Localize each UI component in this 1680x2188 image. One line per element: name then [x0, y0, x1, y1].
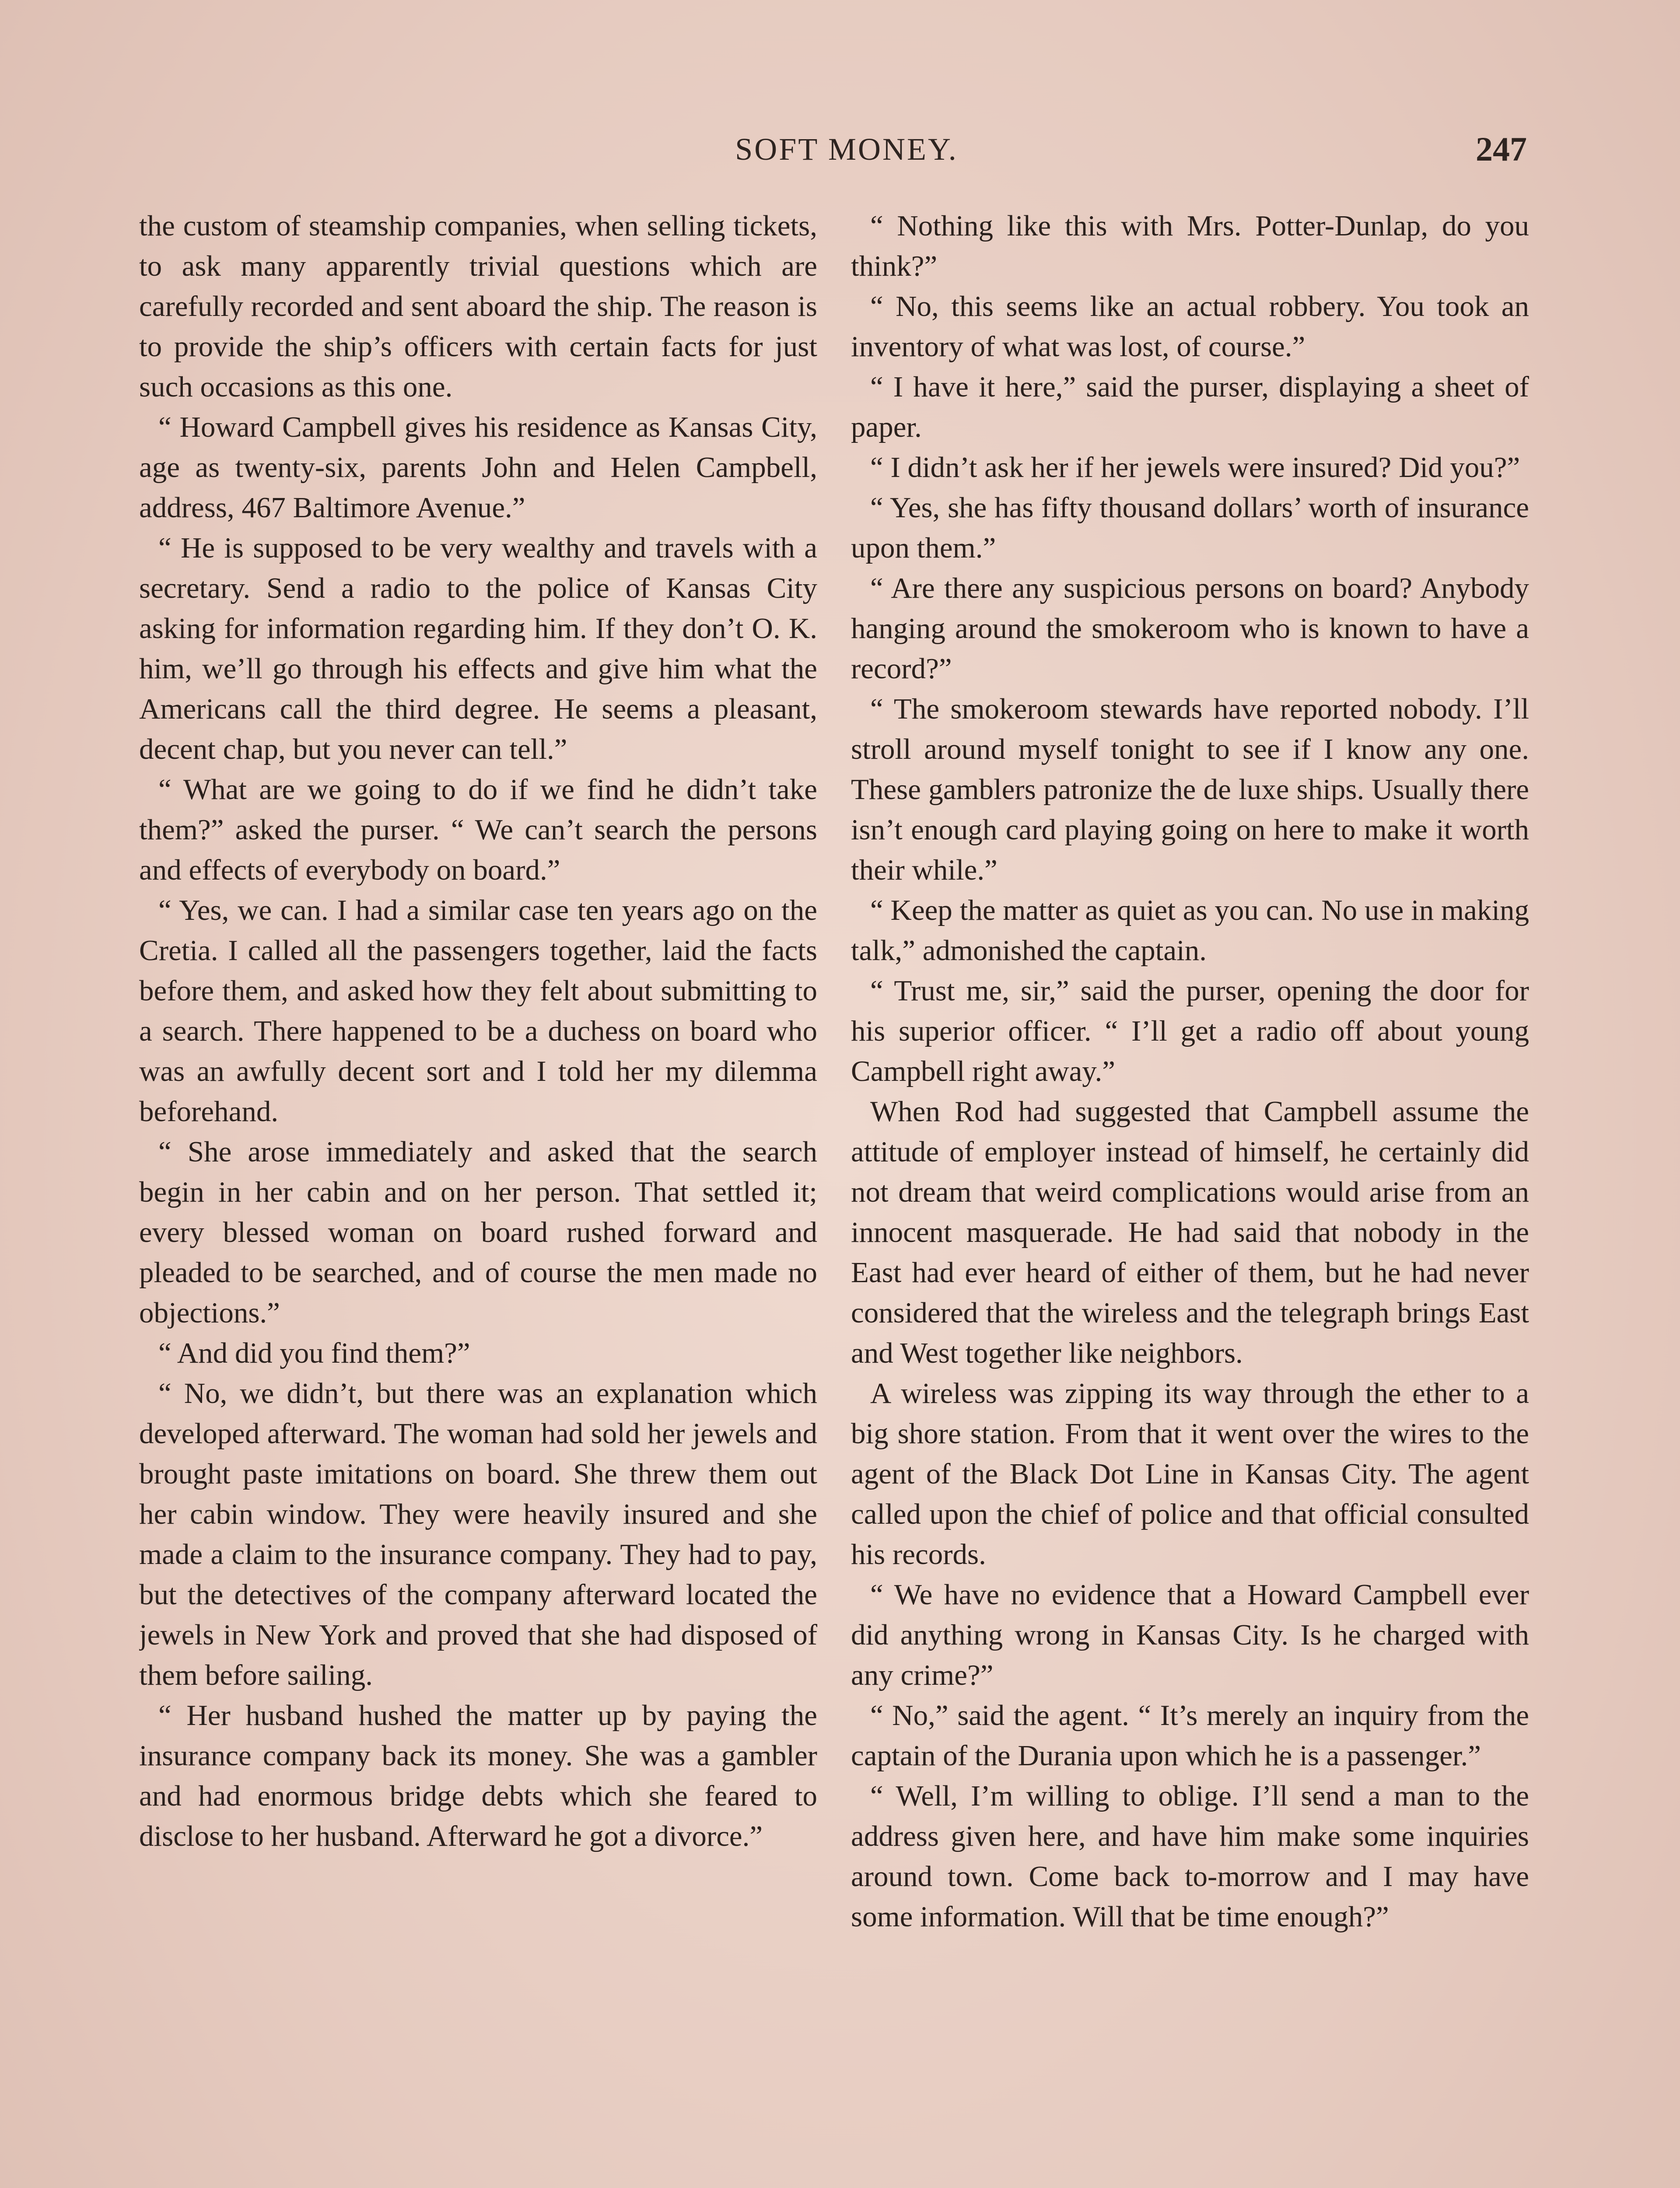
paragraph: “ She arose immediately and asked that the search begin in her cabin and on her person. That settled it; every blessed woman on board rushed forward and pleaded to be searched, and of course the men made no objections.”	[139, 1136, 817, 1329]
paragraph: “ Keep the matter as quiet as you can. No use in making talk,” admonished the captain.	[851, 894, 1529, 967]
paragraph: “ I have it here,” said the purser, displaying a sheet of paper.	[851, 371, 1529, 443]
paragraph: “ He is supposed to be very wealthy and travels with a secretary. Send a radio to the police of Kansas City asking for information regarding him. If they don’t O. K. him, we’ll go through his effects and give him what the Americans call the third degree. He seems a pleasant, decent chap, but you never can tell.”	[139, 532, 817, 765]
paragraph: “ We have no evidence that a Howard Campbell ever did anything wrong in Kansas City. Is he charged with any crime?”	[851, 1578, 1529, 1691]
paragraph: “ Yes, we can. I had a similar case ten years ago on the Cretia. I called all the passengers together, laid the facts before them, and asked how they felt about submitting to a search. There happened to be a duchess on board who was an awfully decent sort and I told her my dilemma beforehand.	[139, 894, 817, 1128]
paragraph: “ Nothing like this with Mrs. Potter-Dunlap, do you think?”	[851, 210, 1529, 282]
paragraph: “ I didn’t ask her if her jewels were insured? Did you?”	[870, 451, 1520, 484]
paragraph: the custom of steamship companies, when selling tickets, to ask many apparently trivial questions which are carefully recorded and sent aboard the ship. The reason is to provide the ship’s officers with certain facts for just such occasions as this one.	[139, 210, 817, 403]
paragraph: “ No,” said the agent. “ It’s merely an inquiry from the captain of the Durania upon which he is a passenger.”	[851, 1699, 1529, 1772]
paragraph: “ Well, I’m willing to oblige. I’ll send a man to the address given here, and have him make some inquiries around town. Come back to-morrow and I may have some information. Will that be time enough?”	[851, 1780, 1529, 1933]
paragraph: “ Trust me, sir,” said the purser, opening the door for his superior officer. “ I’ll get a radio off about young Campbell right away.”	[851, 975, 1529, 1087]
paragraph: “ No, we didn’t, but there was an explanation which developed afterward. The woman had sold her jewels and brought paste imitations on board. She threw them out her cabin window. They were heavily insured and she made a claim to the insurance company. They had to pay, but the detectives of the company afterward located the jewels in New York and proved that she had disposed of them before sailing.	[139, 1377, 817, 1691]
paragraph: A wireless was zipping its way through the ether to a big shore station. From that it went over the wires to the agent of the Black Dot Line in Kansas City. The agent called upon the chief of police and that official consulted his records.	[851, 1377, 1529, 1571]
left-text-column	[139, 206, 817, 2188]
running-title: SOFT MONEY.	[735, 132, 958, 167]
page-number: 247	[1476, 130, 1527, 168]
paragraph: “ Yes, she has fifty thousand dollars’ worth of insurance upon them.”	[851, 491, 1529, 564]
paragraph: “ Her husband hushed the matter up by paying the insurance company back its money. She was a gambler and had enormous bridge debts which she feared to disclose to her husband. Afterward he got a divorce.”	[139, 1699, 817, 1852]
right-text-column	[851, 206, 1529, 2188]
paragraph: “ No, this seems like an actual robbery. You took an inventory of what was lost, of course.”	[851, 290, 1529, 363]
paragraph: When Rod had suggested that Campbell assume the attitude of employer instead of himself, he certainly did not dream that weird complications would arise from an innocent masquerade. He had said that nobody in the East had ever heard of either of them, but he had never considered that the wireless and the telegraph brings East and West together like neighbors.	[851, 1095, 1529, 1369]
paragraph: “ Howard Campbell gives his residence as Kansas City, age as twenty-six, parents John and Helen Campbell, address, 467 Baltimore Avenue.”	[139, 411, 817, 524]
paragraph: “ What are we going to do if we find he didn’t take them?” asked the purser. “ We can’t search the persons and effects of everybody on board.”	[139, 773, 817, 886]
paragraph: “ And did you find them?”	[158, 1337, 470, 1369]
paragraph: “ The smokeroom stewards have reported nobody. I’ll stroll around myself tonight to see if I know any one. These gamblers patronize the de luxe ships. Usually there isn’t enough card playing going on here to make it worth their while.”	[851, 693, 1529, 886]
paragraph: “ Are there any suspicious persons on board? Anybody hanging around the smokeroom who is known to have a record?”	[851, 572, 1529, 685]
